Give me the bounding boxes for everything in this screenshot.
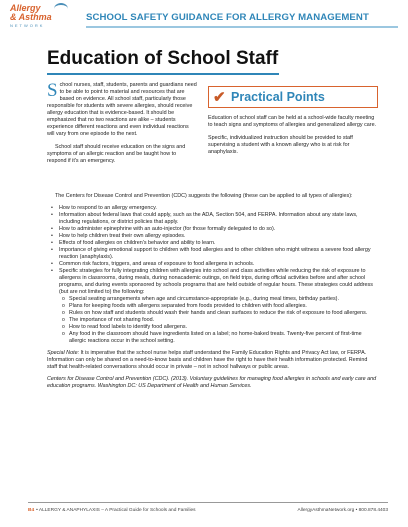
sub-list-item: o Special seating arrangements when age and circumstance-appropriate (e.g., during meal times, birthday parties).: [69, 296, 377, 303]
list-item-strategies: [59, 268, 377, 345]
sub-list-item: o Rules on how staff and students should wash their hands and clean surfaces to reduce the risk of exposure to food allergens.: [69, 310, 377, 317]
practical-points-header: [208, 86, 378, 108]
practical-points-body: [208, 108, 378, 156]
special-note-label: Special Note:: [47, 350, 80, 356]
allergy-asthma-network-logo: [10, 4, 78, 38]
checkmark-icon: ✔: [213, 89, 226, 106]
cdc-intro: The Centers for Disease Control and Prevention (CDC) suggests the following (these can be applied to all types of allergies):: [55, 193, 353, 199]
practical-points-title: Practical Points: [231, 90, 325, 104]
list-item: • Importance of giving emotional support to children with food allergies and to other children who might witness a severe food allergy reaction (anaphylaxis).: [59, 247, 377, 261]
logo-arc-icon: [54, 3, 68, 15]
strategies-text: Specific strategies for fully integrating children with allergies into school and class activities while reducing the risk of exposure to allergens in classrooms, during meals, during nonacademic outings, on field trips, during official activities before and after school programs, and during events sponsored by schools programs that are held outside of regular hours. These strategies could address (but are not limited to) the following:: [59, 268, 373, 295]
list-item: • Information about federal laws that could apply, such as the ADA, Section 504, and FERPA. Information about any state laws, including regulations, or district policies that apply.: [59, 212, 377, 226]
sub-list-item: o How to read food labels to identify food allergens.: [69, 324, 377, 331]
main-body: [47, 193, 377, 395]
drop-cap: S: [47, 80, 58, 101]
page-title: Education of School Staff: [47, 48, 279, 69]
practical-points-paragraph-1: Education of school staff can be held at a school-wide faculty meeting to teach signs and symptoms of allergies and generalized allergy care.: [208, 115, 377, 128]
list-item: • Common risk factors, triggers, and areas of exposure to food allergens in schools.: [59, 261, 377, 268]
logo-text-line2: & Asthma: [10, 12, 52, 22]
special-note-text: It is imperative that the school nurse helps staff understand the Family Education Rights and Privacy Act law, or FERPA. Information can only be shared on a need-to-know basis and children have the right to have their health information protected. Remind staff that health-related conversations should occur in private – not in school hallways or public areas.: [47, 350, 368, 370]
training-topics-list: [47, 205, 377, 345]
footer-right: AllergyAsthmaNetwork.org • 800.878.4403: [297, 508, 388, 513]
logo-text-line1: Allergy: [10, 3, 41, 13]
list-item: • How to help children treat their own allergy episodes.: [59, 233, 377, 240]
intro-paragraph-1-text: chool nurses, staff, students, parents and guardians need to be able to point to material and resources that are based on evidence. All school staff, particularly those responsible for students with severe allergies, should receive allergy education that is evidence-based. It should be emphasized that no two reactions are alike – students experience different reactions and even individual reactions will vary from one episode to the next.: [47, 82, 197, 137]
practical-points-paragraph-2: Specific, individualized instruction should be provided to staff supervising a student with a known allergy who is at risk for anaphylaxis.: [208, 135, 353, 155]
footer-left-text: • ALLERGY & ANAPHYLAXIS – A Practical Guide for Schools and Families: [36, 508, 196, 513]
header-divider: [86, 26, 398, 28]
sub-list-item: o The importance of not sharing food.: [69, 317, 377, 324]
title-underline: [47, 73, 279, 75]
sub-list-item: o Any food in the classroom should have ingredients listed on a label; no home-baked treats. Twenty-five percent of first-time allergic reactions occur in the school setting.: [69, 331, 377, 345]
intro-column: [47, 82, 197, 171]
citation: Centers for Disease Control and Prevention (CDC). (2013). Voluntary guidelines for managing food allergies in schools and early care and education programs. Washington DC: US Department of Health and Human Services.: [47, 376, 377, 389]
strategies-sub-list: [59, 296, 377, 345]
sub-list-item: o Plans for keeping foods with allergens separated from foods provided to children with food allergies.: [69, 303, 377, 310]
footer-divider: [28, 502, 388, 503]
footer-left: [28, 508, 196, 513]
logo-text-line3: NETWORK: [10, 23, 45, 28]
intro-paragraph-1: [47, 82, 197, 138]
list-item: • Effects of food allergies on children's behavior and ability to learn.: [59, 240, 377, 247]
list-item: • How to respond to an allergy emergency.: [59, 205, 377, 212]
section-title: SCHOOL SAFETY GUIDANCE FOR ALLERGY MANAGEMENT: [86, 12, 369, 23]
special-note: [47, 350, 377, 371]
practical-points-box: [208, 86, 378, 162]
intro-paragraph-2: School staff should receive education on the signs and symptoms of an allergic reaction and be taught how to respond if it's an emergency.: [47, 144, 186, 164]
list-item: • How to administer epinephrine with an auto-injector (for those formally delegated to do so).: [59, 226, 377, 233]
page-number: B4: [28, 508, 35, 513]
